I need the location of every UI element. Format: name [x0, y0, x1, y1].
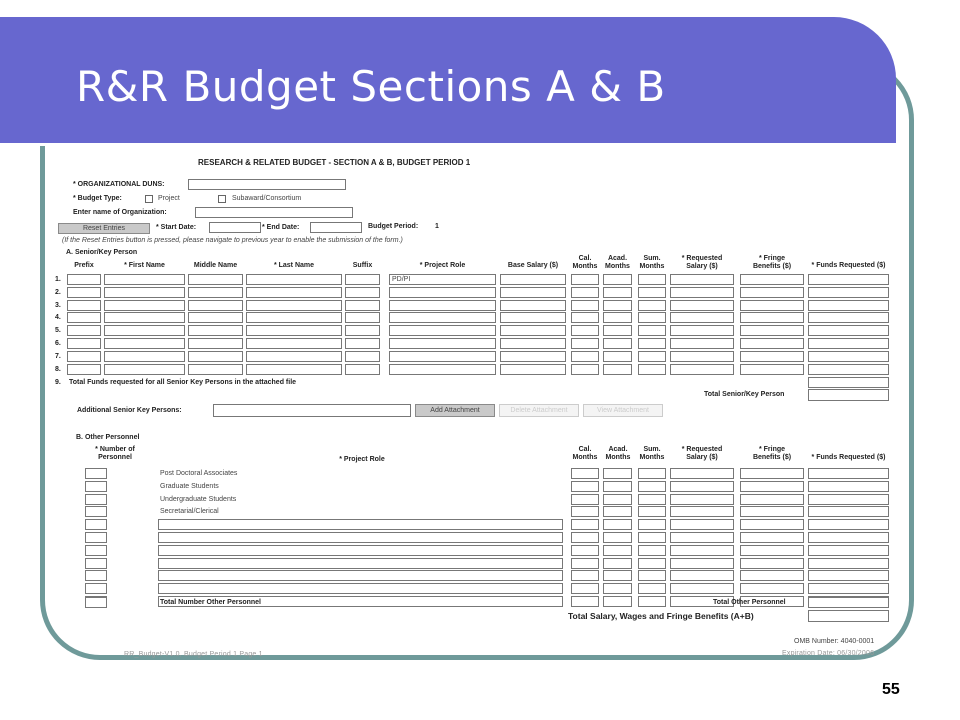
section-a-header-prefix: Prefix	[74, 262, 94, 269]
project-option-label: Project	[158, 195, 180, 202]
other-personnel-amount-input[interactable]	[603, 558, 632, 569]
add-attachment-button[interactable]: Add Attachment	[415, 404, 495, 417]
budget-period-value: 1	[435, 223, 439, 230]
other-personnel-amount-input[interactable]	[571, 506, 599, 517]
senior-acad-months-input[interactable]	[603, 338, 632, 349]
senior-fringe-benefits-input[interactable]	[740, 325, 804, 336]
senior-requested-salary-input[interactable]	[670, 351, 734, 362]
section-a-title: A. Senior/Key Person	[66, 249, 138, 256]
end-date-label: * End Date:	[262, 224, 300, 231]
senior-base-salary-input[interactable]	[500, 287, 566, 298]
senior-sum-months-input[interactable]	[638, 364, 666, 375]
other-personnel-amount-input[interactable]	[638, 583, 666, 594]
other-personnel-amount-input[interactable]	[670, 532, 734, 543]
senior-cal-months-input[interactable]	[571, 300, 599, 311]
other-personnel-amount-input[interactable]	[670, 468, 734, 479]
section-b-header-cal-months: Cal. Months	[572, 446, 598, 461]
senior-middle-name-input[interactable]	[188, 312, 243, 323]
personnel-count-input[interactable]	[85, 532, 107, 543]
page-number: 55	[882, 681, 900, 698]
other-personnel-amount-input[interactable]	[571, 468, 599, 479]
other-personnel-amount-input[interactable]	[670, 506, 734, 517]
personnel-count-input[interactable]	[85, 558, 107, 569]
senior-project-role-input[interactable]	[389, 274, 496, 285]
other-personnel-amount-input[interactable]	[808, 506, 889, 517]
form-footer: RR_Budget-V1.0, Budget Period 1 Page 1	[124, 651, 263, 658]
other-personnel-amount-input[interactable]	[603, 494, 632, 505]
senior-funds-requested-input[interactable]	[808, 364, 889, 375]
other-personnel-amount-input[interactable]	[740, 506, 804, 517]
row-number: 6.	[55, 340, 61, 347]
other-personnel-amount-input[interactable]	[638, 494, 666, 505]
senior-last-name-input[interactable]	[246, 351, 342, 362]
other-personnel-role: Post Doctoral Associates	[160, 470, 238, 477]
senior-suffix-input[interactable]	[345, 364, 380, 375]
senior-funds-requested-input[interactable]	[808, 351, 889, 362]
other-personnel-amount-input[interactable]	[808, 558, 889, 569]
section-a-header-sum-months: Sum. Months	[639, 255, 665, 270]
senior-sum-months-input[interactable]	[638, 287, 666, 298]
senior-prefix-input[interactable]	[67, 325, 101, 336]
personnel-count-input[interactable]	[85, 545, 107, 556]
section-b-header-funds-requested: * Funds Requested ($)	[811, 454, 886, 461]
senior-first-name-input[interactable]	[104, 312, 185, 323]
senior-requested-salary-input[interactable]	[670, 364, 734, 375]
total-number-other-input[interactable]	[85, 597, 107, 608]
senior-last-name-input[interactable]	[246, 364, 342, 375]
other-personnel-amount-input[interactable]	[808, 583, 889, 594]
senior-funds-requested-input[interactable]	[808, 287, 889, 298]
section-a-header-last-name: * Last Name	[273, 262, 315, 269]
other-personnel-amount-input[interactable]	[571, 519, 599, 530]
duns-input[interactable]	[188, 179, 346, 190]
personnel-count-input[interactable]	[85, 519, 107, 530]
senior-middle-name-input[interactable]	[188, 325, 243, 336]
other-personnel-amount-input[interactable]	[670, 519, 734, 530]
senior-acad-months-input[interactable]	[603, 300, 632, 311]
senior-sum-months-input[interactable]	[638, 300, 666, 311]
row-number: 5.	[55, 327, 61, 335]
personnel-count-input[interactable]	[85, 468, 107, 479]
total-senior-key-input[interactable]	[808, 389, 889, 401]
senior-requested-salary-input[interactable]	[670, 325, 734, 336]
other-personnel-role: Undergraduate Students	[160, 495, 237, 503]
section-b-header-requested-salary: * Requested Salary ($)	[681, 446, 723, 461]
personnel-count-input[interactable]	[85, 506, 107, 517]
other-personnel-amount-input[interactable]	[571, 481, 599, 492]
row-number: 1.	[55, 276, 61, 283]
senior-suffix-input[interactable]	[345, 274, 380, 285]
other-role-input[interactable]	[158, 519, 563, 530]
senior-last-name-input[interactable]	[246, 274, 342, 285]
senior-cal-months-input[interactable]	[571, 274, 599, 285]
senior-cal-months-input[interactable]	[571, 364, 599, 375]
senior-middle-name-input[interactable]	[188, 300, 243, 311]
other-personnel-amount-input[interactable]	[740, 570, 804, 581]
row-number: 2.	[55, 288, 61, 296]
other-personnel-amount-input[interactable]	[740, 545, 804, 556]
senior-base-salary-input[interactable]	[500, 274, 566, 285]
senior-first-name-input[interactable]	[104, 338, 185, 349]
senior-prefix-input[interactable]	[67, 312, 101, 323]
senior-requested-salary-input[interactable]	[670, 338, 734, 349]
senior-last-name-input[interactable]	[246, 287, 342, 298]
other-personnel-amount-input[interactable]	[638, 506, 666, 517]
other-personnel-amount-input[interactable]	[808, 468, 889, 479]
senior-prefix-input[interactable]	[67, 300, 101, 311]
section-a-header-project-role: * Project Role	[419, 262, 466, 269]
other-personnel-amount-input[interactable]	[603, 596, 632, 607]
budget-period-label: Budget Period:	[368, 223, 419, 230]
senior-project-role-input[interactable]	[389, 325, 496, 336]
senior-cal-months-input[interactable]	[571, 351, 599, 362]
senior-funds-requested-input[interactable]	[808, 300, 889, 311]
personnel-count-input[interactable]	[85, 583, 107, 594]
other-personnel-amount-input[interactable]	[670, 558, 734, 569]
other-role-input[interactable]	[158, 583, 563, 594]
row-9-funds-input[interactable]	[808, 377, 889, 388]
other-personnel-amount-input[interactable]	[740, 519, 804, 530]
other-personnel-amount-input[interactable]	[603, 468, 632, 479]
senior-sum-months-input[interactable]	[638, 338, 666, 349]
senior-middle-name-input[interactable]	[188, 274, 243, 285]
senior-acad-months-input[interactable]	[603, 287, 632, 298]
section-b-header-number-of-personnel: * Number of Personnel	[95, 446, 135, 461]
total-other-input[interactable]	[808, 597, 889, 608]
other-personnel-amount-input[interactable]	[638, 519, 666, 530]
senior-requested-salary-input[interactable]	[670, 287, 734, 298]
project-checkbox[interactable]	[145, 195, 153, 203]
subaward-checkbox[interactable]	[218, 195, 226, 203]
senior-sum-months-input[interactable]	[638, 312, 666, 323]
other-personnel-amount-input[interactable]	[808, 545, 889, 556]
end-date-input[interactable]	[310, 222, 362, 233]
senior-fringe-benefits-input[interactable]	[740, 351, 804, 362]
senior-first-name-input[interactable]	[104, 351, 185, 362]
total-other-label: Total Other Personnel	[713, 599, 786, 606]
other-personnel-amount-input[interactable]	[808, 532, 889, 543]
other-personnel-amount-input[interactable]	[603, 570, 632, 581]
senior-suffix-input[interactable]	[345, 325, 380, 336]
role-value: PD/PI	[392, 276, 411, 283]
senior-acad-months-input[interactable]	[603, 364, 632, 375]
delete-attachment-button[interactable]: Delete Attachment	[499, 404, 579, 417]
senior-project-role-input[interactable]	[389, 364, 496, 375]
title-underline	[0, 143, 848, 146]
other-personnel-amount-input[interactable]	[638, 468, 666, 479]
total-senior-key-label: Total Senior/Key Person	[704, 391, 785, 398]
other-role-input[interactable]	[158, 558, 563, 569]
other-personnel-amount-input[interactable]	[670, 481, 734, 492]
senior-cal-months-input[interactable]	[571, 312, 599, 323]
other-personnel-amount-input[interactable]	[638, 481, 666, 492]
senior-middle-name-input[interactable]	[188, 351, 243, 362]
other-personnel-amount-input[interactable]	[808, 481, 889, 492]
senior-prefix-input[interactable]	[67, 351, 101, 362]
budget-form	[52, 148, 902, 668]
other-personnel-amount-input[interactable]	[638, 596, 666, 607]
additional-senior-file[interactable]	[213, 404, 411, 417]
senior-project-role-input[interactable]	[389, 338, 496, 349]
budget-type-label: * Budget Type:	[73, 195, 122, 202]
senior-prefix-input[interactable]	[67, 364, 101, 375]
section-b-header-fringe-benefits: * Fringe Benefits ($)	[752, 446, 792, 461]
senior-sum-months-input[interactable]	[638, 351, 666, 362]
other-personnel-amount-input[interactable]	[740, 583, 804, 594]
other-personnel-amount-input[interactable]	[638, 558, 666, 569]
senior-last-name-input[interactable]	[246, 325, 342, 336]
section-b-header-project-role: * Project Role	[339, 456, 385, 463]
senior-project-role-input[interactable]	[389, 300, 496, 311]
other-personnel-role: Secretarial/Clerical	[160, 508, 219, 516]
reset-note: (If the Reset Entries button is pressed, please navigate to previous year to enable the submission of the form.)	[62, 237, 403, 244]
senior-middle-name-input[interactable]	[188, 287, 243, 298]
senior-cal-months-input[interactable]	[571, 338, 599, 349]
other-personnel-amount-input[interactable]	[603, 506, 632, 517]
other-personnel-amount-input[interactable]	[670, 545, 734, 556]
view-attachment-button[interactable]: View Attachment	[583, 404, 663, 417]
section-b-header-sum-months: Sum. Months	[639, 446, 665, 461]
section-a-header-suffix: Suffix	[352, 262, 373, 269]
senior-project-role-input[interactable]	[389, 287, 496, 298]
senior-first-name-input[interactable]	[104, 300, 185, 311]
grand-total-input[interactable]	[808, 610, 889, 622]
senior-fringe-benefits-input[interactable]	[740, 287, 804, 298]
row-9-text: Total Funds requested for all Senior Key Persons in the attached file	[69, 379, 297, 386]
other-personnel-amount-input[interactable]	[571, 532, 599, 543]
other-role-input[interactable]	[158, 570, 563, 581]
reset-entries-button[interactable]: Reset Entries	[58, 223, 150, 234]
other-personnel-amount-input[interactable]	[571, 583, 599, 594]
section-a-header-cal-months: Cal. Months	[572, 255, 598, 270]
senior-acad-months-input[interactable]	[603, 325, 632, 336]
other-personnel-amount-input[interactable]	[603, 481, 632, 492]
subaward-option-label: Subaward/Consortium	[232, 195, 302, 202]
section-a-header-base-salary: Base Salary ($)	[507, 262, 559, 269]
slide-title: R&R Budget Sections A & B	[76, 62, 666, 111]
senior-acad-months-input[interactable]	[603, 274, 632, 285]
senior-acad-months-input[interactable]	[603, 312, 632, 323]
row-9-number: 9.	[55, 379, 61, 386]
personnel-count-input[interactable]	[85, 570, 107, 581]
senior-last-name-input[interactable]	[246, 300, 342, 311]
other-personnel-amount-input[interactable]	[808, 519, 889, 530]
section-a-header-first-name: * First Name	[124, 262, 165, 269]
senior-requested-salary-input[interactable]	[670, 274, 734, 285]
senior-funds-requested-input[interactable]	[808, 338, 889, 349]
section-a-header-acad-months: Acad. Months	[605, 255, 630, 270]
other-personnel-amount-input[interactable]	[603, 532, 632, 543]
senior-base-salary-input[interactable]	[500, 325, 566, 336]
senior-fringe-benefits-input[interactable]	[740, 364, 804, 375]
senior-prefix-input[interactable]	[67, 274, 101, 285]
senior-first-name-input[interactable]	[104, 364, 185, 375]
other-personnel-amount-input[interactable]	[670, 570, 734, 581]
senior-last-name-input[interactable]	[246, 338, 342, 349]
senior-suffix-input[interactable]	[345, 300, 380, 311]
senior-prefix-input[interactable]	[67, 338, 101, 349]
senior-project-role-input[interactable]	[389, 312, 496, 323]
senior-middle-name-input[interactable]	[188, 338, 243, 349]
other-personnel-amount-input[interactable]	[638, 570, 666, 581]
other-personnel-amount-input[interactable]	[603, 545, 632, 556]
senior-base-salary-input[interactable]	[500, 364, 566, 375]
senior-suffix-input[interactable]	[345, 351, 380, 362]
additional-senior-label: Additional Senior Key Persons:	[77, 407, 182, 414]
section-a-header-funds-requested: * Funds Requested ($)	[811, 262, 886, 269]
senior-last-name-input[interactable]	[246, 312, 342, 323]
other-personnel-amount-input[interactable]	[571, 545, 599, 556]
other-personnel-role: Graduate Students	[160, 482, 219, 490]
row-number: 7.	[55, 352, 61, 360]
duns-label: * ORGANIZATIONAL DUNS:	[73, 181, 165, 188]
senior-suffix-input[interactable]	[345, 287, 380, 298]
senior-suffix-input[interactable]	[345, 312, 380, 323]
org-name-label: Enter name of Organization:	[73, 209, 167, 216]
other-personnel-amount-input[interactable]	[571, 570, 599, 581]
row-number: 3.	[55, 301, 61, 309]
row-number: 8.	[55, 365, 61, 373]
section-a-header-fringe-benefits: * Fringe Benefits ($)	[752, 255, 792, 270]
other-personnel-amount-input[interactable]	[638, 545, 666, 556]
other-personnel-amount-input[interactable]	[740, 481, 804, 492]
start-date-input[interactable]	[209, 222, 261, 233]
other-personnel-amount-input[interactable]	[638, 532, 666, 543]
other-personnel-amount-input[interactable]	[670, 494, 734, 505]
other-personnel-amount-input[interactable]	[808, 494, 889, 505]
row-number: 4.	[55, 314, 61, 322]
senior-requested-salary-input[interactable]	[670, 312, 734, 323]
org-name-input[interactable]	[195, 207, 353, 218]
omb-number: OMB Number: 4040-0001	[794, 638, 875, 645]
senior-base-salary-input[interactable]	[500, 312, 566, 323]
start-date-label: * Start Date:	[156, 224, 197, 231]
senior-sum-months-input[interactable]	[638, 274, 666, 285]
senior-first-name-input[interactable]	[104, 325, 185, 336]
senior-fringe-benefits-input[interactable]	[740, 274, 804, 285]
senior-funds-requested-input[interactable]	[808, 325, 889, 336]
section-a-header-middle-name: Middle Name	[193, 262, 238, 269]
other-personnel-amount-input[interactable]	[740, 494, 804, 505]
other-personnel-amount-input[interactable]	[571, 494, 599, 505]
senior-fringe-benefits-input[interactable]	[740, 300, 804, 311]
grand-total-label: Total Salary, Wages and Fringe Benefits (A+B)	[568, 611, 754, 621]
senior-project-role-input[interactable]	[389, 351, 496, 362]
other-role-input[interactable]	[158, 532, 563, 543]
expiration-date: Expiration Date: 06/30/2006	[782, 650, 875, 657]
other-role-input[interactable]	[158, 545, 563, 556]
senior-funds-requested-input[interactable]	[808, 312, 889, 323]
senior-cal-months-input[interactable]	[571, 325, 599, 336]
senior-funds-requested-input[interactable]	[808, 274, 889, 285]
personnel-count-input[interactable]	[85, 494, 107, 505]
senior-cal-months-input[interactable]	[571, 287, 599, 298]
personnel-count-input[interactable]	[85, 481, 107, 492]
other-personnel-amount-input[interactable]	[603, 583, 632, 594]
senior-first-name-input[interactable]	[104, 274, 185, 285]
senior-first-name-input[interactable]	[104, 287, 185, 298]
senior-base-salary-input[interactable]	[500, 351, 566, 362]
senior-acad-months-input[interactable]	[603, 351, 632, 362]
form-heading: RESEARCH & RELATED BUDGET - SECTION A & B, BUDGET PERIOD 1	[198, 158, 471, 167]
other-personnel-amount-input[interactable]	[603, 519, 632, 530]
other-personnel-amount-input[interactable]	[571, 596, 599, 607]
senior-prefix-input[interactable]	[67, 287, 101, 298]
section-b-header-acad-months: Acad. Months	[605, 446, 631, 461]
other-personnel-amount-input[interactable]	[670, 583, 734, 594]
senior-suffix-input[interactable]	[345, 338, 380, 349]
senior-sum-months-input[interactable]	[638, 325, 666, 336]
senior-requested-salary-input[interactable]	[670, 300, 734, 311]
other-personnel-amount-input[interactable]	[740, 558, 804, 569]
senior-fringe-benefits-input[interactable]	[740, 338, 804, 349]
section-b-title: B. Other Personnel	[76, 434, 140, 441]
senior-fringe-benefits-input[interactable]	[740, 312, 804, 323]
senior-base-salary-input[interactable]	[500, 338, 566, 349]
senior-base-salary-input[interactable]	[500, 300, 566, 311]
section-a-header-requested-salary: * Requested Salary ($)	[681, 255, 723, 270]
other-personnel-amount-input[interactable]	[740, 532, 804, 543]
other-personnel-amount-input[interactable]	[740, 468, 804, 479]
total-number-other-label: Total Number Other Personnel	[160, 599, 261, 606]
senior-middle-name-input[interactable]	[188, 364, 243, 375]
other-personnel-amount-input[interactable]	[808, 570, 889, 581]
other-personnel-amount-input[interactable]	[571, 558, 599, 569]
